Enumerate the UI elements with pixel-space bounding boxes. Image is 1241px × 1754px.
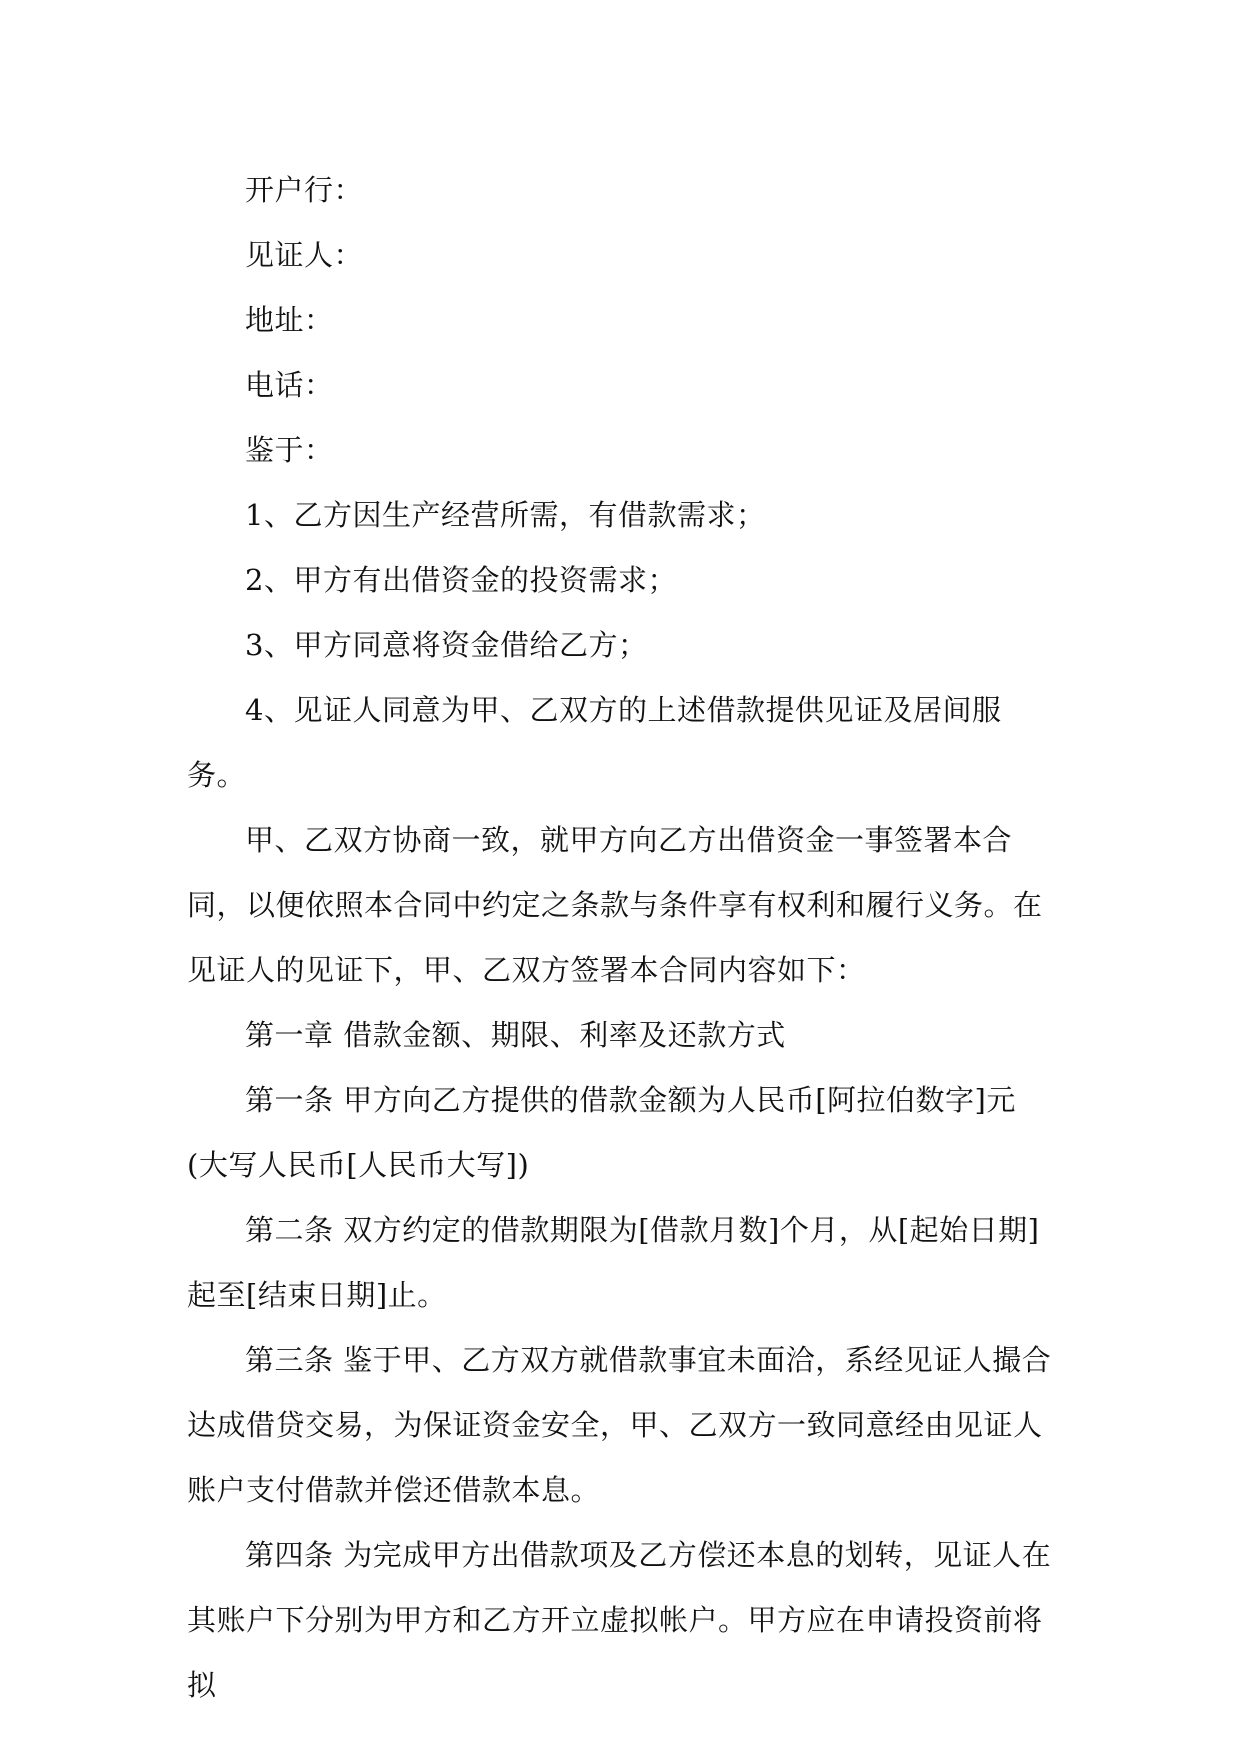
whereas-item-4: 4、见证人同意为甲、乙双方的上述借款提供见证及居间服务。 [187, 693, 1002, 792]
phone-label: 电话： [245, 368, 334, 402]
document-body [187, 158, 1057, 1718]
whereas-label: 鉴于： [245, 433, 334, 467]
article-1: 第一条 甲方向乙方提供的借款金额为人民币[阿拉伯数字]元(大写人民币[人民币大写]) [187, 1083, 1016, 1182]
bank-label: 开户行： [245, 173, 364, 207]
article-4: 第四条 为完成甲方出借款项及乙方偿还本息的划转，见证人在其账户下分别为甲方和乙方开立虚拟帐户。甲方应在申请投资前将拟 [187, 1538, 1052, 1702]
whereas-item-1: 1、乙方因生产经营所需，有借款需求； [245, 498, 766, 532]
whereas-item-2: 2、甲方有出借资金的投资需求； [245, 563, 677, 597]
article-3: 第三条 鉴于甲、乙方双方就借款事宜未面洽，系经见证人撮合达成借贷交易，为保证资金安全，甲、乙双方一致同意经由见证人账户支付借款并偿还借款本息。 [187, 1343, 1052, 1507]
agreement-intro: 甲、乙双方协商一致，就甲方向乙方出借资金一事签署本合同，以便依照本合同中约定之条款与条件享有权利和履行义务。在见证人的见证下，甲、乙双方签署本合同内容如下： [187, 823, 1043, 987]
article-2: 第二条 双方约定的借款期限为[借款月数]个月，从[起始日期]起至[结束日期]止。 [187, 1213, 1040, 1312]
chapter-1-heading: 第一章 借款金额、期限、利率及还款方式 [245, 1018, 786, 1052]
address-label: 地址： [245, 303, 334, 337]
witness-label: 见证人： [245, 238, 364, 272]
whereas-item-3: 3、甲方同意将资金借给乙方； [245, 628, 648, 662]
